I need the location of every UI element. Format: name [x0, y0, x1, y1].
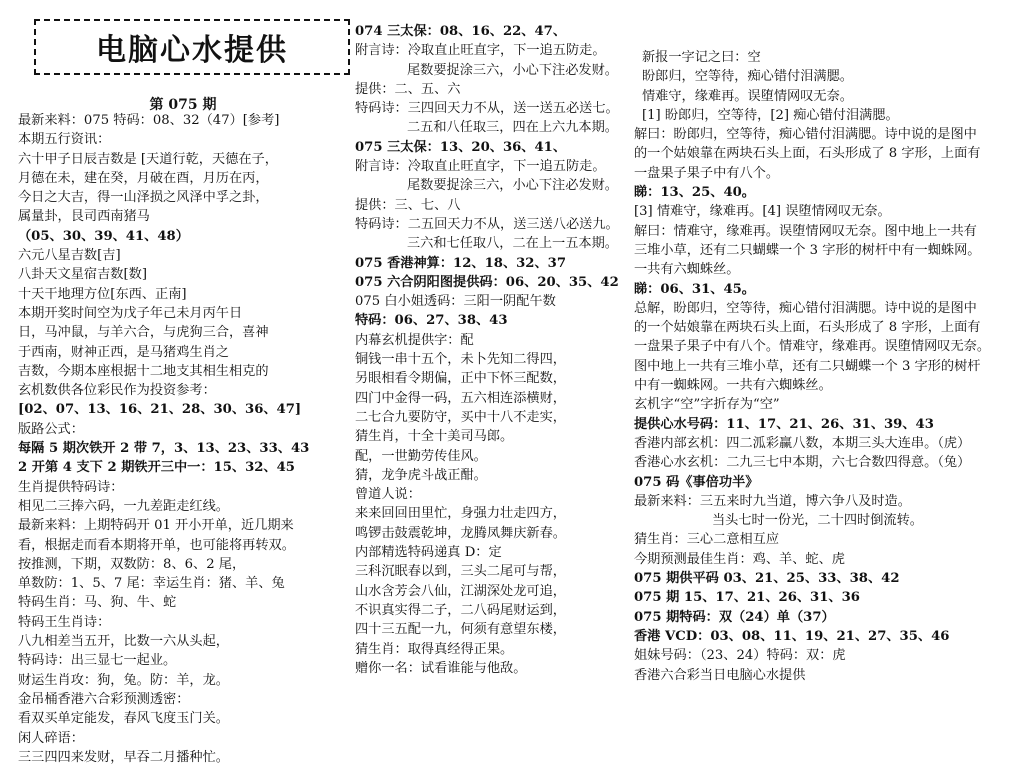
text-line: 图中地上一共有三堆小草，还有二只蝴蝶一个 3 字形的树杆 [634, 358, 981, 374]
text-line: 当头七时一份光，二十四时倒流转。 [712, 513, 923, 529]
text-line: 解曰：情难守，缘难再。误堕情网叹无奈。图中地上一共有 [634, 223, 977, 239]
text-line: 每隔 5 期次铁开 2 带 7，3、13、23、33、43 [18, 441, 310, 457]
text-line: 猜生肖，十全十美司马郎。 [355, 429, 514, 445]
issue-number: 第 075 期 [149, 97, 217, 113]
text-line: 按推测，下期，双数防：8、6、2 尾， [18, 556, 246, 572]
text-line: 版路公式： [18, 421, 84, 437]
text-line: 看双买单定能发，春风飞度玉门关。 [18, 711, 229, 727]
text-line: 本期五行资讯： [18, 132, 111, 148]
column-left-body [18, 111, 348, 767]
text-line: 六十甲子日辰吉数是 [天道行乾，天德在子， [18, 151, 278, 167]
text-line: 相见二三捧六码，一九差距走红线。 [18, 498, 229, 514]
text-line: 单数防：1、5、7 尾：幸运生肖：猪、羊、兔 [18, 576, 285, 592]
text-line: 一盘果子果子中有八个。情难守，缘难再。误堕情网叹无奈。 [634, 339, 991, 355]
text-line: 特码王生肖诗： [18, 614, 111, 630]
text-line: 附言诗：冷取直止旺直字，下一追五防走。 [355, 159, 606, 175]
text-line: 闲人碎语： [18, 730, 84, 746]
text-line: 配，一世勤劳传佳风。 [355, 448, 487, 464]
text-line: 睇：13、25、40。 [634, 185, 755, 201]
text-line: 提供心水号码：11、17、21、26、31、39、43 [634, 416, 934, 432]
text-line: 一共有六蜘蛛丝。 [634, 262, 740, 278]
text-line: 特码诗：二五回天力不从，送三送八必送九。 [355, 216, 619, 232]
column-right [634, 48, 1014, 685]
text-line: 特码诗：三四回天力不从，送一送五必送七。 [355, 101, 619, 117]
text-line: 情难守，缘难再。误堕情网叹无奈。 [642, 88, 853, 104]
text-line: 香港心水玄机：二九三七中本期，六七合数四得意。（兔） [634, 455, 971, 471]
column-middle [355, 22, 628, 678]
text-line: 玄机数供各位彩民作为投资参考： [18, 383, 216, 399]
text-line: 生肖提供特码诗： [18, 479, 124, 495]
text-line: 附言诗：冷取直止旺直字，下一追五防走。 [355, 43, 606, 59]
text-line: 六元八星吉数[吉] [18, 248, 121, 264]
text-line: 最新来料：三五来时九当道，博六争八及时造。 [634, 493, 911, 509]
text-line: 猜，龙争虎斗战正酣。 [355, 467, 487, 483]
text-line: 新报一字记之曰：空 [642, 50, 761, 65]
text-line: 075 六合阴阳图提供码：06、20、35、42 [355, 274, 619, 290]
text-line: 猜生肖：三心二意相互应 [634, 532, 780, 548]
text-line: 猜生肖：取得真经得正果。 [355, 641, 514, 657]
text-line: 山水含芳会八仙，江湖深处龙可追， [355, 583, 566, 599]
text-line: 铜钱一串十五个，未卜先知二得四， [355, 352, 566, 368]
text-line: 日，马冲鼠，与羊六合，与虎狗三合，喜神 [18, 325, 269, 341]
text-line: 八卦天文星宿吉数[数] [18, 267, 147, 283]
text-line: 玄机字“空”字折存为“空” [634, 397, 780, 413]
text-line: 的一个姑娘靠在两块石头上面，石头形成了 8 字形，上面有 [634, 146, 981, 162]
text-line: 不识真实得二子，二八码尾财运到， [355, 602, 566, 618]
text-line: 三科沉眠春以到，三头二尾可与帮， [355, 564, 566, 580]
text-line: 075 期 15、17、21、26、31、36 [634, 590, 860, 606]
text-line: 特码诗：出三显七一起业。 [18, 653, 177, 669]
text-line: 尾数要捉涂三六，小心下注必发财。 [407, 62, 618, 78]
text-line: 二七合九要防守，买中十八不走实， [355, 409, 566, 425]
text-line: 于西南，财神正西，是马猪鸡生肖之 [18, 344, 229, 360]
text-line: 香港 VCD：03、08、11、19、21、27、35、46 [634, 628, 950, 644]
text-line: 睇：06、31、45。 [634, 281, 755, 297]
text-line: 吉数，今期本座根据十二地支其相生相克的 [18, 363, 269, 379]
text-line: 提供：三、七、八 [355, 197, 461, 213]
text-line: 曾道人说： [355, 487, 421, 503]
text-line: 一盘果子果子中有八个。 [634, 165, 780, 181]
text-line: 三堆小草，还有二只蝴蝶一个 3 字形的树杆中有一蜘蛛网。 [634, 242, 981, 258]
text-line: 075 香港神算：12、18、32、37 [355, 255, 567, 271]
text-line: 鸣锣击鼓震乾坤，龙腾凤舞庆新春。 [355, 525, 566, 541]
text-line: 尾数要捉涂三六，小心下注必发财。 [407, 178, 618, 194]
text-line: 香港内部玄机：四二泒彩赢八数，本期三头大连串。（虎） [634, 435, 971, 451]
text-line: 最新来料：075 特码：08、32（47）[参考] [18, 113, 280, 128]
text-line: 盼郎归，空等待，痴心错付泪满腮。 [642, 69, 853, 85]
text-line: 另眼相看令期偏，正中下怀三配数， [355, 371, 566, 387]
text-line: 074 三太保：08、16、22、47、 [355, 24, 567, 39]
text-line: 内幕玄机提供字：配 [355, 332, 474, 348]
text-line: [02、07、13、16、21、28、30、36、47] [18, 402, 302, 418]
text-line: 二五和八任取三，四在上六九本期。 [407, 120, 618, 136]
text-line: 075 三太保：13、20、36、41、 [355, 139, 567, 155]
text-line: 三六和七任取八，二在上一五本期。 [407, 236, 618, 252]
text-line: 赠你一名：试看谁能与他敌。 [355, 660, 527, 676]
text-line: 提供：二、五、六 [355, 81, 461, 97]
text-line: 四十三五配一九，何须有意望东楼， [355, 622, 566, 638]
text-line: 075 码《事倍功半》 [634, 474, 759, 490]
text-line: （05、30、39、41、48） [18, 228, 189, 244]
text-line: 财运生肖攻：狗，兔。防：羊，龙。 [18, 672, 229, 688]
text-line: [3] 情难守，缘难再。[4] 误堕情网叹无奈。 [634, 204, 891, 220]
title-box [34, 19, 350, 75]
text-line: 月德在未，建在癸，月破在酉，月历在丙， [18, 170, 269, 186]
text-line: 本期开奖时间空为戊子年己未月丙午日 [18, 305, 243, 321]
text-line: 四门中金得一码，五六相连添横财， [355, 390, 566, 406]
text-line: 总解，盼郎归，空等待，痴心错付泪满腮。诗中说的是图中 [634, 300, 977, 316]
text-line: 姐妹号码：（23、24）特码：双：虎 [634, 648, 846, 664]
text-line: 特码生肖：马、狗、牛、蛇 [18, 595, 177, 611]
text-line: 075 期特码：双（24）单（37） [634, 609, 835, 625]
text-line: 属量卦，艮司西南猪马 [18, 209, 150, 225]
text-line: 看，根据走而看本期将开单，也可能将再转双。 [18, 537, 295, 553]
text-line: 075 白小姐透码：三阳一阴配午数 [355, 294, 556, 310]
page-title: 电脑心水提供 [96, 33, 288, 68]
text-line: 2 开第 4 支下 2 期铁开三中一：15、32、45 [18, 460, 295, 476]
text-line: 三三四四来发财，早吞二月播种忙。 [18, 749, 229, 765]
text-line: 今日之大吉，得一山泽损之风泽中孚之卦， [18, 190, 269, 206]
text-line: 来来回回田里忙，身强力壮走四方， [355, 506, 566, 522]
text-line: 最新来料：上期特码开 01 开小开单，近几期来 [18, 518, 294, 534]
text-line: 内部精选特码递真 D：定 [355, 545, 502, 561]
text-line: 十天干地理方位[东西、正南] [18, 286, 187, 302]
text-line: 中有一蜘蛛网。一共有六蜘蛛丝。 [634, 378, 832, 394]
text-line: 特码：06、27、38、43 [355, 313, 508, 329]
text-line: 075 期供平码 03、21、25、33、38、42 [634, 571, 900, 587]
text-line: 八九相差当五开，比数一六从头起， [18, 634, 229, 650]
text-line: 金吊桶香港六合彩预测透密： [18, 691, 190, 707]
text-line: [1] 盼郎归，空等待，[2] 痴心错付泪满腮。 [642, 107, 899, 123]
text-line: 香港六合彩当日电脑心水提供 [634, 667, 806, 683]
text-line: 今期预测最佳生肖：鸡、羊、蛇、虎 [634, 551, 845, 567]
text-line: 解曰：盼郎归，空等待，痴心错付泪满腮。诗中说的是图中 [634, 127, 977, 143]
text-line: 的一个姑娘靠在两块石头上面，石头形成了 8 字形，上面有 [634, 320, 981, 336]
